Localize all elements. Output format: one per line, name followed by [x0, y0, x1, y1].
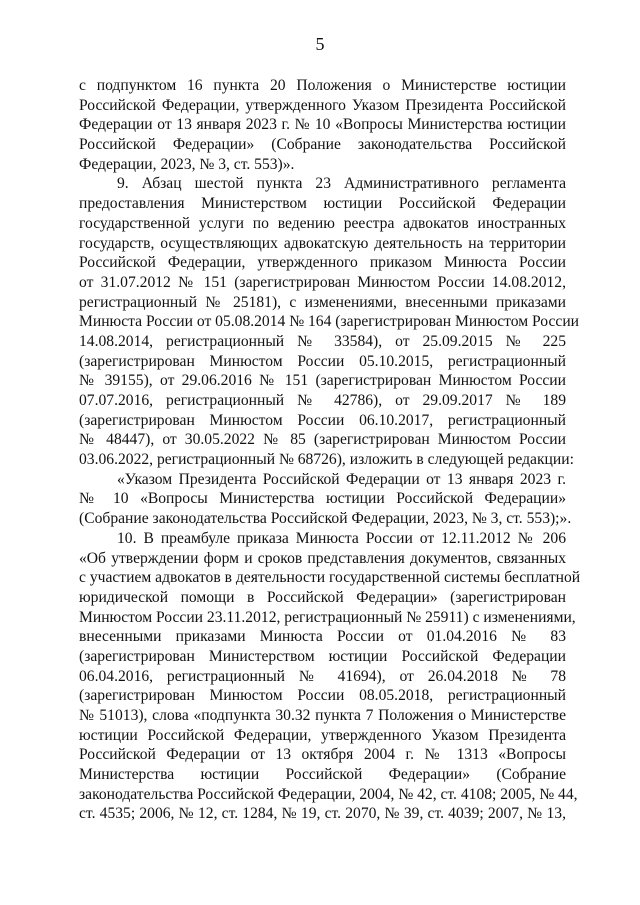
text-line: юридической помощи в Российской Федерации» (зарегистрирован: [79, 588, 566, 606]
page-number: 5: [315, 34, 325, 54]
text-line: № 10 «Вопросы Министерства юстиции Российской Федерации»: [79, 490, 566, 508]
text-line: государственной услуги по ведению реестра адвокатов иностранных: [79, 214, 566, 232]
text-line: предоставления Министерством юстиции Российской Федерации: [79, 195, 566, 213]
text-line: с подпунктом 16 пункта 20 Положения о Министерстве юстиции: [79, 77, 566, 94]
text-line: 03.06.2022, регистрационный № 68726), изложить в следующей редакции:: [79, 451, 574, 469]
text-line: Российской Федерации от 13 октября 2004 г. № 1313 «Вопросы: [79, 746, 566, 764]
text-line: Российской Федерации, утвержденного приказом Минюста России: [79, 254, 566, 272]
text-line: Российской Федерации» (Собрание законодательства Российской: [79, 136, 566, 154]
text-line: № 39155), от 29.06.2016 № 151 (зарегистрирован Минюстом России: [79, 372, 566, 390]
text-line: законодательства Российской Федерации, 2004, № 42, ст. 4108; 2005, № 44,: [79, 785, 578, 803]
text-line: 9. Абзац шестой пункта 23 Административного регламента: [117, 175, 566, 193]
text-line: от 31.07.2012 № 151 (зарегистрирован Минюстом России 14.08.2012,: [79, 273, 566, 291]
text-line: № 48447), от 30.05.2022 № 85 (зарегистрирован Минюстом России: [79, 431, 566, 449]
text-line: Российской Федерации, утвержденного Указом Президента Российской: [79, 96, 566, 114]
text-line: 07.07.2016, регистрационный № 42786), от 29.09.2017 № 189: [79, 392, 566, 409]
text-line: (зарегистрирован Минюстом России 06.10.2017, регистрационный: [79, 411, 566, 429]
text-line: государств, осуществляющих адвокатскую деятельность на территории: [79, 234, 566, 252]
text-line: Федерации, 2023, № 3, ст. 553)».: [79, 155, 295, 173]
text-line: Минюста России от 05.08.2014 № 164 (зарегистрирован Минюстом России: [79, 313, 580, 331]
text-line: «Указом Президента Российской Федерации от 13 января 2023 г.: [117, 470, 566, 488]
text-line: (зарегистрирован Министерством юстиции Российской Федерации: [79, 647, 566, 665]
document-body: [79, 76, 581, 824]
text-line: (Собрание законодательства Российской Федерации, 2023, № 3, ст. 553);».: [79, 510, 572, 528]
text-line: 10. В преамбуле приказа Минюста России от 12.11.2012 № 206: [117, 529, 566, 547]
text-line: (зарегистрирован Минюстом России 05.10.2015, регистрационный: [79, 352, 566, 370]
text-line: ст. 4535; 2006, № 12, ст. 1284, № 19, ст. 2070, № 39, ст. 4039; 2007, № 13,: [79, 805, 566, 823]
text-line: регистрационный № 25181), с изменениями, внесенными приказами: [79, 293, 566, 311]
text-line: № 51013), слова «подпункта 30.32 пункта 7 Положения о Министерстве: [79, 707, 566, 724]
text-line: Федерации от 13 января 2023 г. № 10 «Вопросы Министерства юстиции: [79, 116, 566, 134]
text-line: внесенными приказами Минюста России от 01.04.2016 № 83: [79, 628, 566, 646]
text-line: 06.04.2016, регистрационный № 41694), от 26.04.2018 № 78: [79, 667, 566, 685]
text-line: с участием адвокатов в деятельности государственной системы бесплатной: [79, 569, 581, 587]
text-line: юстиции Российской Федерации, утвержденного Указом Президента: [79, 726, 566, 744]
text-line: Министерства юстиции Российской Федерации» (Собрание: [79, 766, 566, 784]
text-line: (зарегистрирован Минюстом России 08.05.2018, регистрационный: [79, 687, 566, 705]
text-line: «Об утверждении форм и сроков представления документов, связанных: [79, 549, 566, 567]
text-line: 14.08.2014, регистрационный № 33584), от 25.09.2015 № 225: [79, 332, 566, 350]
text-line: Минюстом России 23.11.2012, регистрационный № 25911) с изменениями,: [79, 608, 576, 626]
